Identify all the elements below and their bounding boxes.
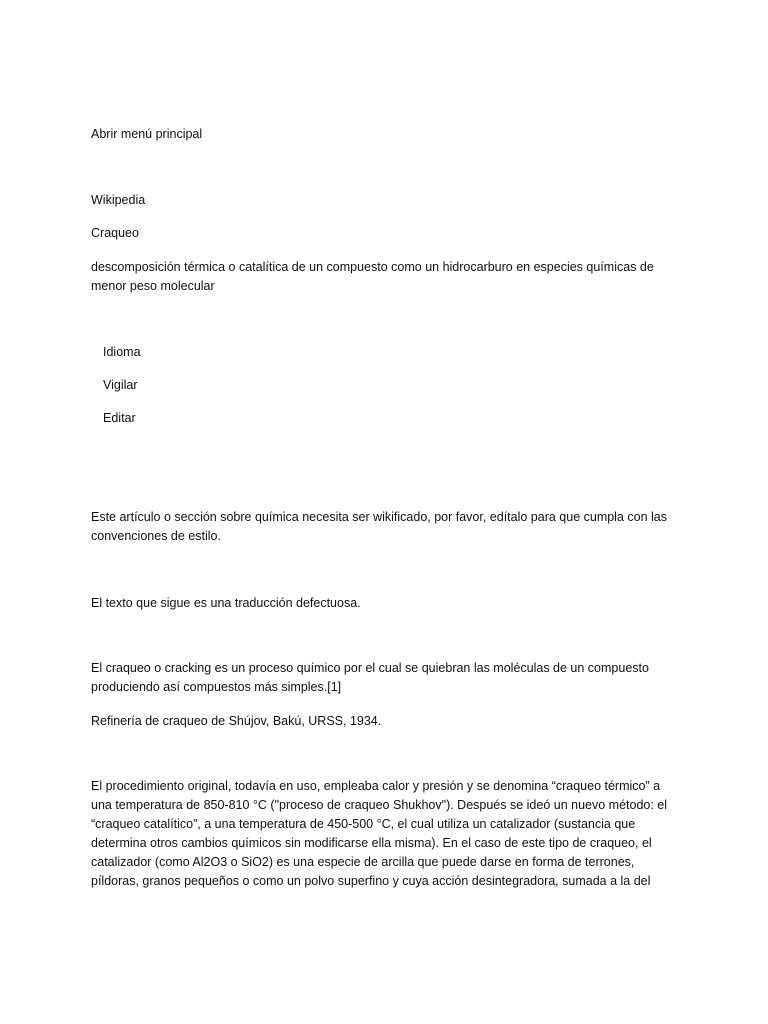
language-link[interactable]: Idioma [103,345,141,359]
edit-link[interactable]: Editar [103,411,136,425]
watch-link[interactable]: Vigilar [103,378,138,392]
article-description: descomposición térmica o catalítica de un compuesto como un hidrocarburo en especies químicas de menor peso molecular [91,260,654,293]
article-title: Craqueo [91,226,139,240]
process-paragraph: El procedimiento original, todavía en uso, empleaba calor y presión y se denomina “craqueo térmico” a una temperatura de 850-810 °C ("proceso de craqueo Shukhov"). Después se ideó un nuevo método: el “craqueo catalítico”, a una temperatura de 450-500 °C, el cual utiliza un catalizador (sustancia que determina otros cambios químicos sin modificarse ella misma). En el caso de este tipo de craqueo, el catalizador (como Al2O3 o SiO2) es una especie de arcilla que puede darse en forma de terrones, píldoras, granos pequeños o como un polvo superfino y cuya acción desintegradora, sumada a la del [91,779,668,888]
image-caption: Refinería de craqueo de Shújov, Bakú, URSS, 1934. [91,714,382,728]
translation-notice: El texto que sigue es una traducción defectuosa. [91,596,361,610]
wikify-notice: Este artículo o sección sobre química necesita ser wikificado, por favor, edítalo para que cumpla con las convenciones de estilo. [91,510,667,543]
open-main-menu-link[interactable]: Abrir menú principal [91,127,203,141]
intro-paragraph: El craqueo o cracking es un proceso químico por el cual se quiebran las moléculas de un compuesto produciendo así compuestos más simples.[1] [91,661,649,694]
site-name[interactable]: Wikipedia [91,193,146,207]
